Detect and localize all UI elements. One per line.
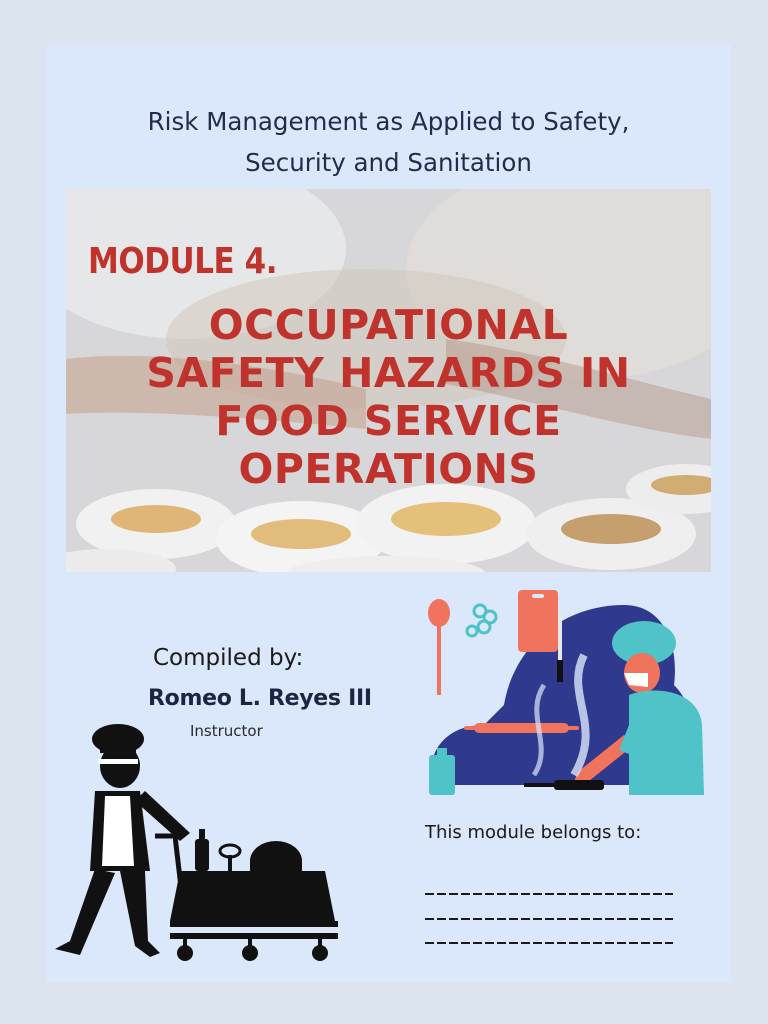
module-title (66, 301, 711, 493)
owner-name-blank-line[interactable] (425, 942, 673, 944)
cover-page (46, 45, 731, 982)
module-title-line: OPERATIONS (238, 445, 539, 493)
module-title-line: FOOD SERVICE (215, 397, 562, 445)
module-number: MODULE 4. (88, 241, 278, 282)
module-owner-label: This module belongs to: (425, 822, 642, 843)
course-subtitle (46, 101, 731, 183)
compiled-by-label: Compiled by: (153, 645, 304, 671)
waiter-cart-illustration (50, 721, 340, 971)
author-role: Instructor (190, 722, 263, 740)
owner-name-blank-line[interactable] (425, 918, 673, 920)
hero-banner (66, 189, 711, 572)
chef-cooking-illustration (424, 585, 704, 795)
module-title-line: SAFETY HAZARDS IN (146, 349, 631, 397)
author-name: Romeo L. Reyes III (148, 686, 372, 711)
subtitle-line-2: Security and Sanitation (245, 148, 532, 177)
owner-name-blank-line[interactable] (425, 893, 673, 895)
module-title-line: OCCUPATIONAL (208, 301, 569, 349)
subtitle-line-1: Risk Management as Applied to Safety, (147, 107, 630, 136)
